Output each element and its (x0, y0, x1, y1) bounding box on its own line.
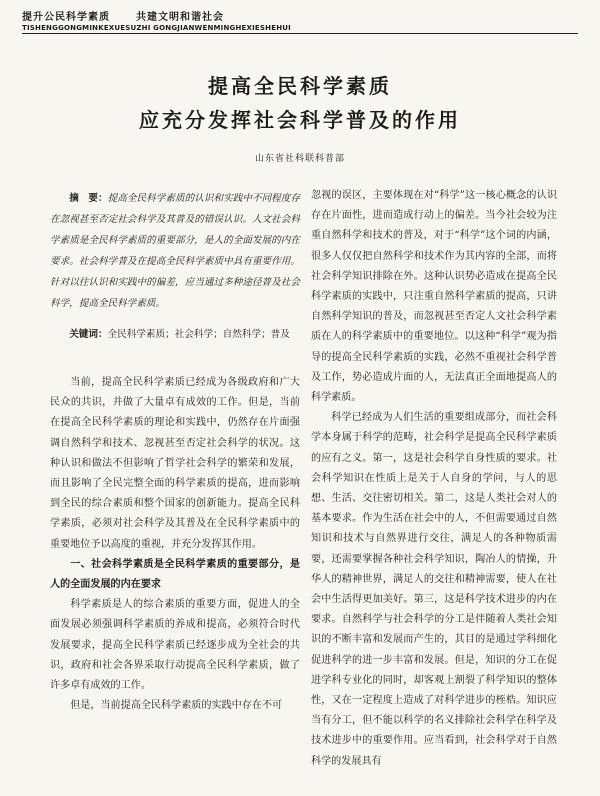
paragraph: 忽视的误区，主要体现在对“科学”这一核心概念的认识存在片面性，进而造成行动上的偏差。当今社会较为注重自然科学和技术的普及，对于“科学”这个词的内涵，很多人仅仅把自然科学和技术作为其内容的全部，而将社会科学知识排除在外。这种认识势必造成在提高全民科学素质的实践中，只注重自然科学素质的提高，只讲自然科学知识的普及，而忽视甚至否定人文社会科学素质在人的科学素质中的重要地位。以这种“科学”观为指导的提高全民科学素质的实践，必然不重视社会科学普及工作，势必造成片面的人，无法真正全面地提高人的科学素质。 (311, 190, 557, 404)
paragraph: 但是，当前提高全民科学素质的实践中存在不可 (70, 700, 283, 712)
running-head-pinyin: TISHENGGONGMINKEXUESUZHI GONGJIANWENMINGHEXIESHEHUI (22, 24, 291, 32)
abstract-text: 提高全民科学素质的认识和实践中不同程度存在忽视甚至否定社会科学及其普及的错误认识。人文社会科学素质是全民科学素质的重要部分，是人的全面发展的内在要求。社会科学普及在提高全民科学素质中具有重要作用。针对以往认识和实践中的偏差，应当通过多种途径普及社会科学，提高全民科学素质。 (50, 193, 301, 309)
keywords (50, 324, 300, 345)
paragraph: 科学素质是人的综合素质的重要方面，促进人的全面发展必须强调科学素质的养成和提高，必须符合时代发展要求，提高全民科学素质已经逐步成为全社会的共识，政府和社会各界采取行动提高全民科学素质，做了许多卓有成效的工作。 (50, 599, 300, 692)
abstract (50, 188, 300, 314)
section-heading: 一、社会科学素质是全民科学素质的重要部分，是人的全面发展的内在要求 (50, 558, 300, 591)
paragraph: 当前，提高全民科学素质已经成为各级政府和广大民众的共识，并做了大量卓有成效的工作。但是，当前在提高全民科学素质的理论和实践中，仍然存在片面强调自然科学和技术、忽视甚至否定社会科学的状况。这种认识和做法不但影响了哲学社会科学的繁荣和发展，而且影响了全民完整全面的科学素质的提高，进而影响到全民的综合素质和整个国家的创新能力。提高全民科学素质，必须对社会科学及其普及在全民科学素质中的重要地位予以高度的重视，并充分发挥其作用。 (50, 377, 300, 550)
running-head-title (22, 8, 578, 23)
title-line-2: 应充分发挥社会科学普及的作用 (139, 108, 461, 132)
left-column (50, 188, 300, 716)
right-column (311, 186, 557, 772)
running-head (22, 8, 578, 34)
title-line-1: 提高全民科学素质 (208, 74, 392, 98)
running-head-left: 提升公民科学素质 (22, 12, 110, 23)
keywords-label: 关键词： (69, 329, 108, 340)
author: 山东省社科联科普部 (254, 154, 345, 164)
paragraph: 科学已经成为人们生活的重要组成部分，而社会科学本身属于科学的范畴，社会科学是提高全民科学素质的应有之义。第一，这是社会科学自身性质的要求。社会科学知识在性质上是关于人自身的学问，与人的思想、生活、交往密切相关。第二，这是人类社会对人的基本要求。作为生活在社会中的人，不但需要通过自然知识和技术与自然界进行交往，满足人的各种物质需要，还需要掌握各种社会科学知识，陶冶人的情操，升华人的精神世界，满足人的交往和精神需要，使人在社会中生活得更加美好。第三，这是科学技术进步的内在要求。自然科学与社会科学的分工是伴随着人类社会知识的不断丰富和发展而产生的，其目的是通过学科细化促进科学的进一步丰富和发展。但是，知识的分工在促进学科专业化的同时，却客观上割裂了科学知识的整体性，又在一定程度上造成了对科学进步的桎梏。知识应当有分工，但不能以科学的名义排除社会科学在科学及技术进步中的重要作用。应当看到，社会科学对于自然科学的发展具有 (311, 412, 557, 767)
abstract-label: 摘 要： (69, 193, 108, 204)
keywords-text: 全民科学素质；社会科学；自然科学；普及 (107, 329, 290, 340)
header-rule (22, 33, 578, 34)
running-head-right: 共建文明和谐社会 (136, 12, 224, 23)
